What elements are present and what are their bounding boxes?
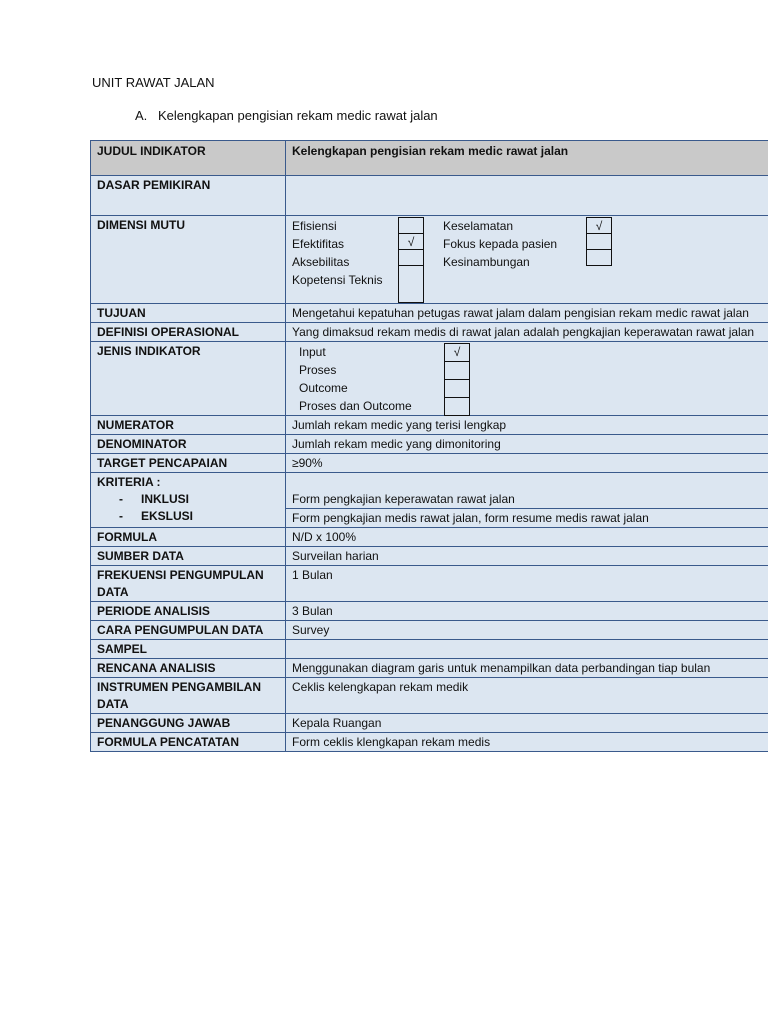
section-title <box>135 108 438 123</box>
label-sumber: SUMBER DATA <box>91 547 286 566</box>
row-frekuensi <box>91 566 768 602</box>
row-sumber <box>91 547 768 566</box>
jenis-proses-outcome: Proses dan Outcome <box>299 399 412 413</box>
row-numerator <box>91 416 768 435</box>
value-periode: 3 Bulan <box>286 602 768 621</box>
label-target: TARGET PENCAPAIAN <box>91 454 286 473</box>
label-frekuensi: FREKUENSI PENGUMPULAN DATA <box>91 566 286 602</box>
value-sampel <box>286 640 768 659</box>
label-periode: PERIODE ANALISIS <box>91 602 286 621</box>
row-cara <box>91 621 768 640</box>
value-dimensi <box>286 216 768 304</box>
dimensi-efektifitas: Efektifitas <box>292 237 345 251</box>
value-rencana: Menggunakan diagram garis untuk menampilkan data perbandingan tiap bulan <box>286 659 768 678</box>
unit-title: UNIT RAWAT JALAN <box>92 75 215 90</box>
value-frekuensi: 1 Bulan <box>286 566 768 602</box>
row-jenis <box>91 342 768 416</box>
value-target: ≥90% <box>286 454 768 473</box>
checkbox-keselamatan[interactable]: √ <box>586 217 612 234</box>
value-pencatatan: Form ceklis klengkapan rekam medis <box>286 733 768 752</box>
kriteria-eksklusi-label: EKSLUSI <box>141 509 194 523</box>
checkbox-aksebilitas[interactable] <box>398 249 424 266</box>
section-letter: A. <box>135 108 148 123</box>
dimensi-efisiensi: Efisiensi <box>292 219 337 233</box>
row-dimensi <box>91 216 768 304</box>
value-definisi: Yang dimaksud rekam medis di rawat jalan adalah pengkajian keperawatan rawat jalan <box>286 323 768 342</box>
value-jenis <box>286 342 768 416</box>
label-definisi: DEFINISI OPERASIONAL <box>91 323 286 342</box>
dimensi-aksebilitas: Aksebilitas <box>292 255 350 269</box>
value-judul: Kelengkapan pengisian rekam medic rawat jalan <box>286 141 768 176</box>
row-tujuan <box>91 304 768 323</box>
row-formula <box>91 528 768 547</box>
label-penanggung: PENANGGUNG JAWAB <box>91 714 286 733</box>
value-dasar <box>286 176 768 216</box>
dimensi-keselamatan: Keselamatan <box>443 219 514 233</box>
label-denominator: DENOMINATOR <box>91 435 286 454</box>
jenis-input: Input <box>299 345 326 359</box>
row-penanggung <box>91 714 768 733</box>
dimensi-kesinambungan: Kesinambungan <box>443 255 530 269</box>
checkbox-efektifitas[interactable]: √ <box>398 233 424 250</box>
checkbox-outcome[interactable] <box>444 379 470 398</box>
checkbox-proses-outcome[interactable] <box>444 397 470 416</box>
row-pencatatan <box>91 733 768 752</box>
value-numerator: Jumlah rekam medic yang terisi lengkap <box>286 416 768 435</box>
label-dasar: DASAR PEMIKIRAN <box>91 176 286 216</box>
label-cara: CARA PENGUMPULAN DATA <box>91 621 286 640</box>
row-definisi <box>91 323 768 342</box>
section-heading: Kelengkapan pengisian rekam medic rawat jalan <box>158 108 438 123</box>
row-dasar <box>91 176 768 216</box>
dimensi-kopetensi: Kopetensi Teknis <box>292 273 383 287</box>
row-rencana <box>91 659 768 678</box>
value-sumber: Surveilan harian <box>286 547 768 566</box>
dimensi-fokus: Fokus kepada pasien <box>443 237 558 251</box>
row-instrumen <box>91 678 768 714</box>
value-eksklusi: Form pengkajian medis rawat jalan, form resume medis rawat jalan <box>286 509 768 528</box>
value-inklusi: Form pengkajian keperawatan rawat jalan <box>286 473 768 509</box>
label-numerator: NUMERATOR <box>91 416 286 435</box>
label-formula: FORMULA <box>91 528 286 547</box>
label-jenis: JENIS INDIKATOR <box>91 342 286 416</box>
kriteria-dash: - <box>119 509 123 523</box>
indicator-table <box>90 140 768 752</box>
label-pencatatan: FORMULA PENCATATAN <box>91 733 286 752</box>
row-judul <box>91 141 768 176</box>
checkbox-efisiensi[interactable] <box>398 217 424 234</box>
jenis-outcome: Outcome <box>299 381 348 395</box>
row-target <box>91 454 768 473</box>
value-formula: N/D x 100% <box>286 528 768 547</box>
label-instrumen: INSTRUMEN PENGAMBILAN DATA <box>91 678 286 714</box>
row-denominator <box>91 435 768 454</box>
value-penanggung: Kepala Ruangan <box>286 714 768 733</box>
checkbox-kesinambungan[interactable] <box>586 249 612 266</box>
kriteria-title: KRITERIA : <box>97 475 161 489</box>
kriteria-dash: - <box>119 492 123 506</box>
kriteria-inklusi <box>97 491 279 508</box>
value-denominator: Jumlah rekam medic yang dimonitoring <box>286 435 768 454</box>
kriteria-inklusi-label: INKLUSI <box>141 492 189 506</box>
label-tujuan: TUJUAN <box>91 304 286 323</box>
label-rencana: RENCANA ANALISIS <box>91 659 286 678</box>
row-periode <box>91 602 768 621</box>
row-kriteria-header <box>91 473 768 509</box>
value-cara: Survey <box>286 621 768 640</box>
label-dimensi: DIMENSI MUTU <box>91 216 286 304</box>
label-judul: JUDUL INDIKATOR <box>91 141 286 176</box>
label-kriteria <box>91 473 286 528</box>
value-tujuan: Mengetahui kepatuhan petugas rawat jalam dalam pengisian rekam medic rawat jalan <box>286 304 768 323</box>
value-instrumen: Ceklis kelengkapan rekam medik <box>286 678 768 714</box>
checkbox-kopetensi[interactable] <box>398 265 424 303</box>
checkbox-proses[interactable] <box>444 361 470 380</box>
row-sampel <box>91 640 768 659</box>
kriteria-eksklusi <box>97 508 279 525</box>
label-sampel: SAMPEL <box>91 640 286 659</box>
checkbox-fokus[interactable] <box>586 233 612 250</box>
checkbox-input[interactable]: √ <box>444 343 470 362</box>
jenis-proses: Proses <box>299 363 337 377</box>
